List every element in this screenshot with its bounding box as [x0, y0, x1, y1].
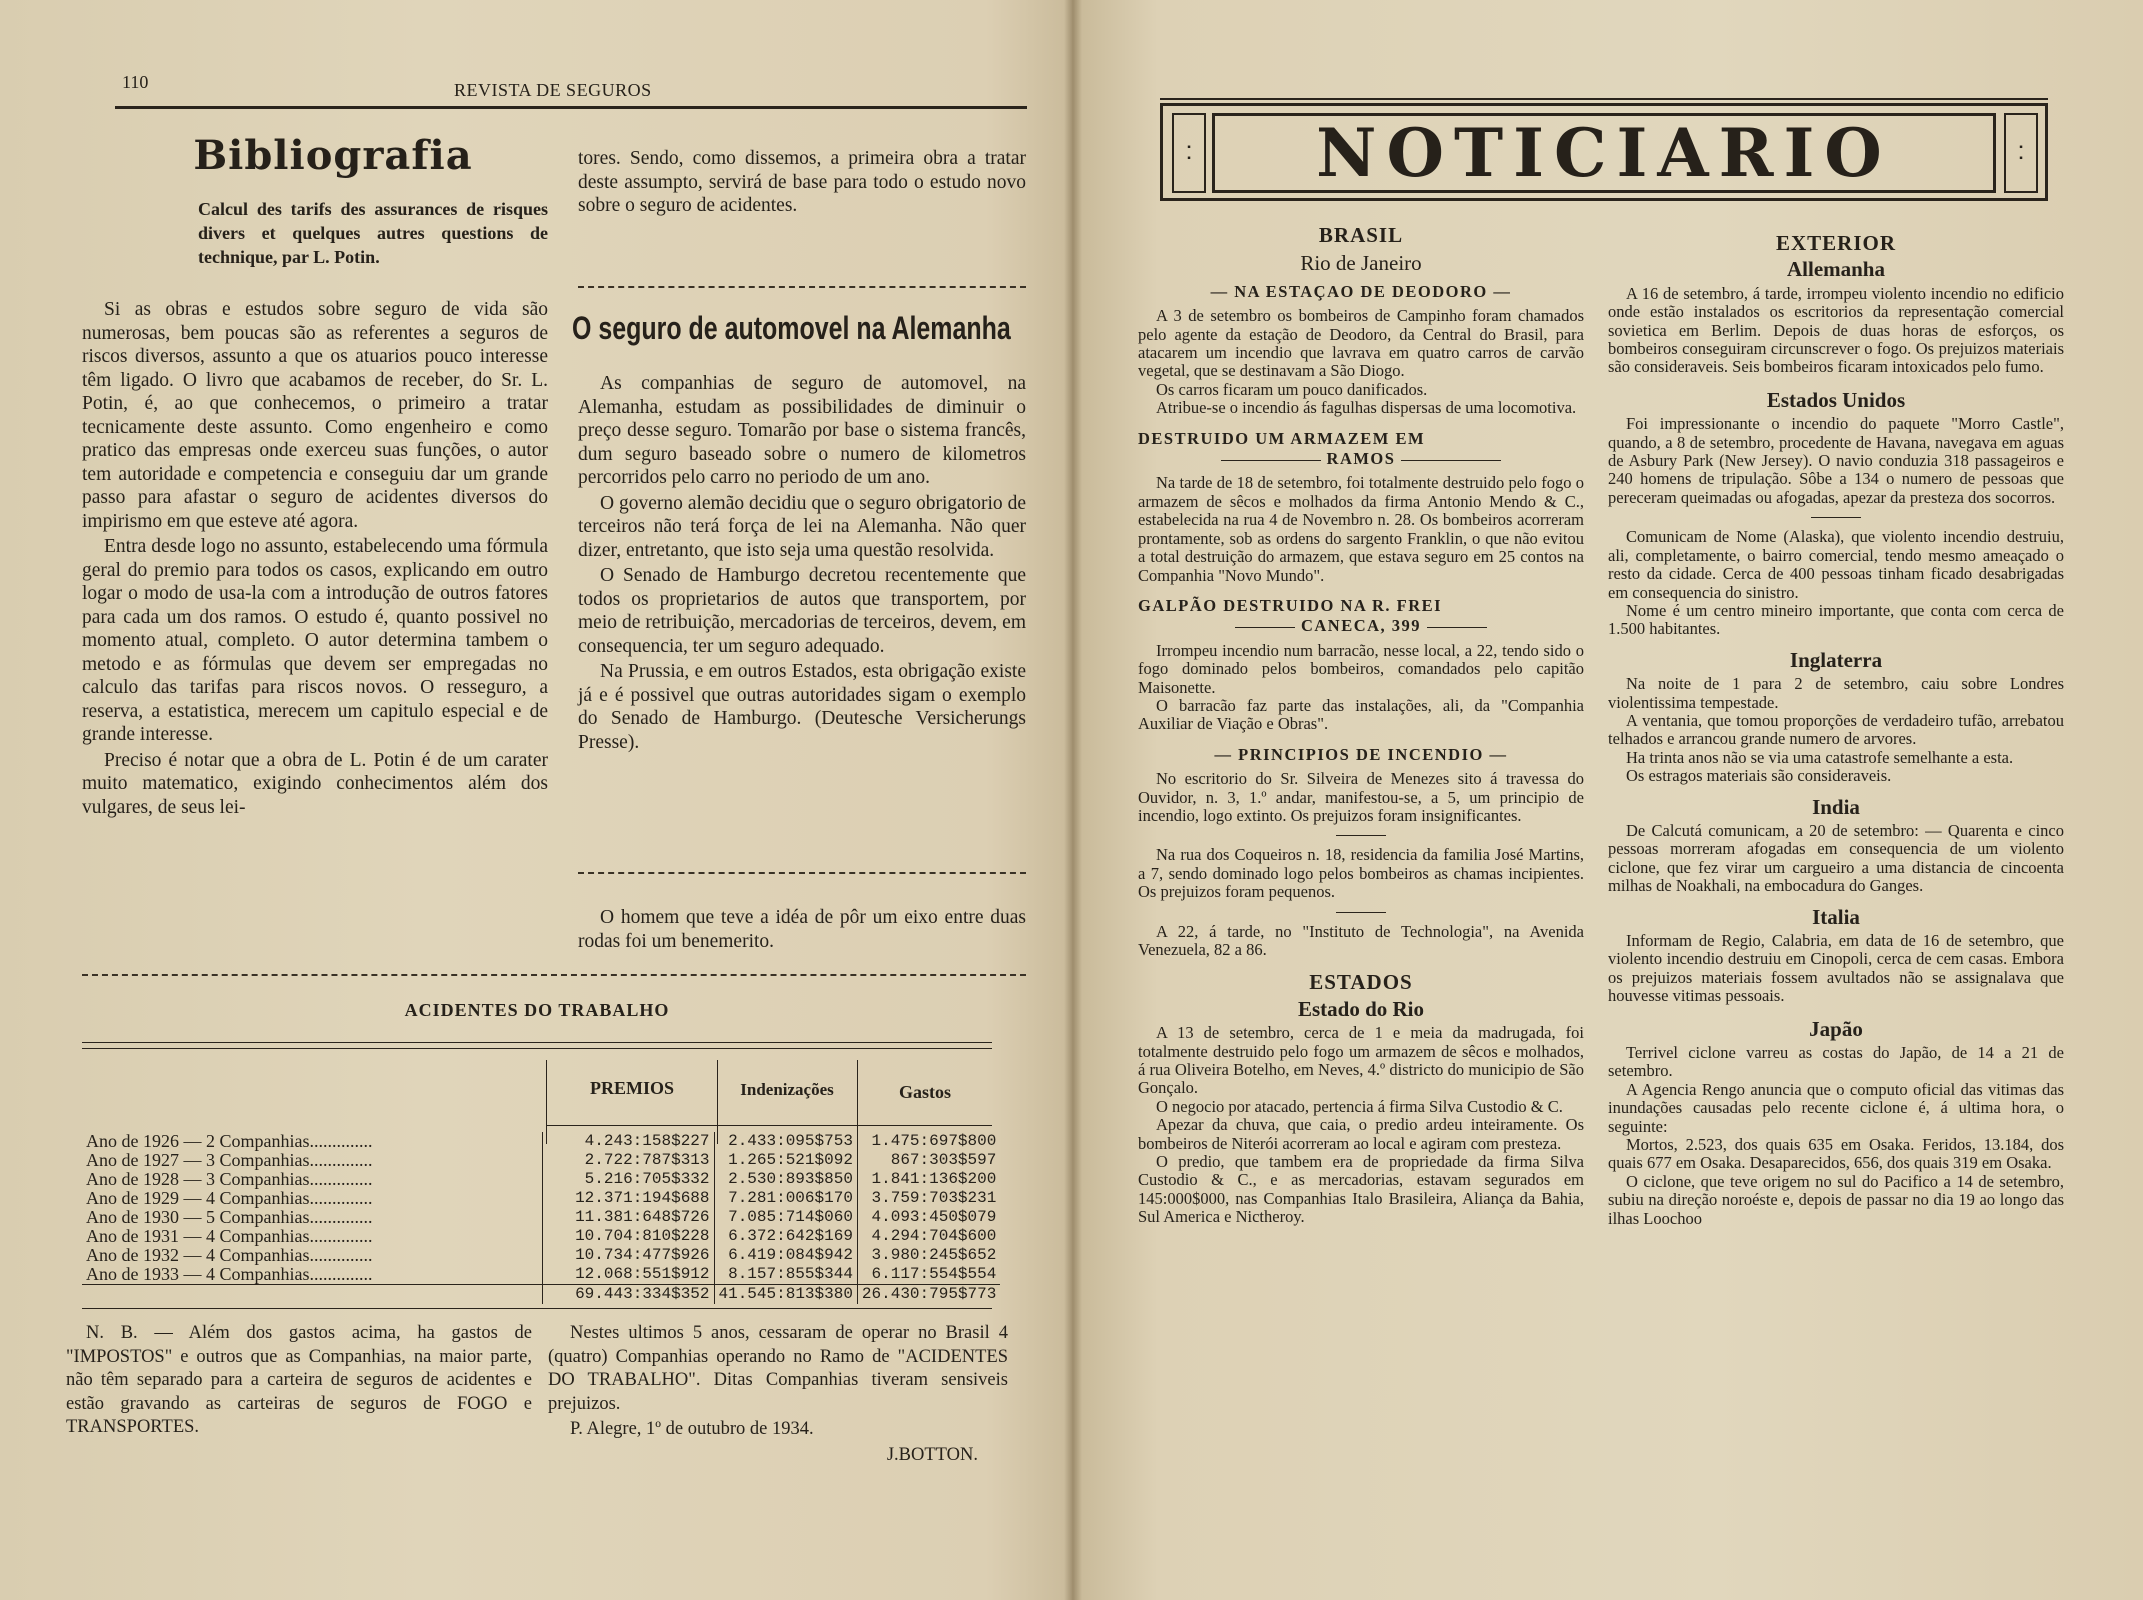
paragraph: Os carros ficaram um pouco danificados.	[1156, 379, 1428, 399]
table-row: Ano de 1931 — 4 Companhias.............. 10.704:810$228 6.372:642$169 4.294:704$600	[82, 1227, 1000, 1246]
exterior-column	[1608, 231, 2064, 1228]
header-rule	[115, 106, 1027, 109]
nb-note	[66, 1322, 532, 1442]
paragraph: Comunicam de Nome (Alaska), que violento incendio destruiu, ali, completamente, o bairro comercial, tendo mesmo ameaçado o resto da cidade. Cerca de 400 pessoas tinham ficado desabrigadas em consequencia do sinistro.	[1608, 527, 2064, 602]
separator	[82, 974, 1026, 976]
brasil-column	[1138, 223, 1584, 1227]
separator	[578, 872, 1026, 874]
paragraph: O ciclone, que teve origem no sul do Pacifico a 14 de setembro, subiu na direção noroéste e, depois de passar no dia 19 ao longo das ilhas Loochoo	[1608, 1171, 2064, 1228]
paragraph: Si as obras e estudos sobre seguro de vida são numerosas, bem poucas são as referentes a seguros de riscos diversos, assunto a que os atuarios pouco interesse têm ligado. O livro que acabamos de receber, do Sr. L. Potin, é, ao que conhecemos, o primeiro a tratar tecnicamente deste assunto. Como engenheiro e como pratico das empresas onde exerceu suas funções, o autor tem autoridade e competencia e conseguiu dar um grande passo para afastar o seguro de acidentes diversos do impirismo em que esteve até agora.	[82, 299, 548, 532]
noticiario-title: NOTICIARIO	[1212, 113, 1996, 193]
paragraph: Mortos, 2.523, dos quais 635 em Osaka. Feridos, 13.184, dos quais 677 em Osaka. Desaparecidos, 656, dos quais 319 em Osaka.	[1608, 1135, 2064, 1173]
article-title: O seguro de automovel na Alemanha	[572, 310, 1011, 346]
news-heading: — PRINCIPIOS DE INCENDIO —	[1214, 744, 1508, 764]
table-rule	[82, 1308, 992, 1309]
news-heading: RAMOS	[1138, 450, 1584, 468]
divider	[1811, 517, 1861, 518]
paragraph: Nestes ultimos 5 anos, cessaram de operar no Brasil 4 (quatro) Companhias operando no Ramo de "ACIDENTES DO TRABALHO". Ditas Companhias tiveram sensiveis prejuizos.	[548, 1323, 1008, 1414]
table-row: Ano de 1927 — 3 Companhias.............. 2.722:787$313 1.265:521$092 867:303$597	[82, 1151, 1000, 1170]
paragraph: O homem que teve a idéa de pôr um eixo entre duas rodas foi um benemerito.	[578, 907, 1026, 952]
paragraph: tores. Sendo, como dissemos, a primeira obra a tratar deste assumpto, servirá de base para todo o estudo novo sobre o seguro de acidentes.	[578, 148, 1026, 216]
paragraph: O governo alemão decidiu que o seguro obrigatorio de terceiros não terá força de lei na Alemanha. Não quer dizer, entretanto, que isto seja uma questão resolvida.	[578, 492, 1026, 561]
estados-heading: ESTADOS	[1309, 970, 1413, 995]
paragraph: As companhias de seguro de automovel, na Alemanha, estudam as possibilidades de diminuir o preço desse seguro. Tomarão por base o sistema francês, dum seguro baseado sobre o numero de kilometros percorridos pelo carro no periodo de um ano.	[578, 373, 1026, 488]
page-number: 110	[122, 72, 149, 92]
table-row: Ano de 1929 — 4 Companhias.............. 12.371:194$688 7.281:006$170 3.759:703$231	[82, 1189, 1000, 1208]
col-gastos: Gastos	[898, 1082, 951, 1102]
paragraph: Irrompeu incendio num barracão, nesse local, a 22, tendo sido o fogo dominado pelos bombeiros, comandados pelo capitão Maisonette.	[1138, 640, 1584, 697]
col-indenizacoes: Indenizações	[740, 1080, 834, 1099]
japao-heading: Japão	[1809, 1016, 1863, 1041]
alemanha-article	[572, 310, 1032, 367]
paragraph: Foi impressionante o incendio do paquete "Morro Castle", quando, a 8 de setembro, procedente de Havana, navegava em aguas de Asbury Park (New Jersey). O navio conduzia 318 passageiros e 240 homens de tripulação. Sôbe a 134 o numero de pessoas que pereceram queimadas ou afogadas, apezar da presteza dos socorros.	[1608, 414, 2064, 507]
news-heading: CANECA, 399	[1138, 617, 1584, 635]
ornament: ▪ ▪	[1172, 113, 1206, 193]
table-row: Ano de 1926 — 2 Companhias.............. 4.243:158$227 2.433:095$753 1.475:697$800	[82, 1132, 1000, 1151]
paragraph: A 13 de setembro, cerca de 1 e meia da madrugada, foi totalmente destruido pelo fogo um armazem de sêcos e molhados, á rua Oliveira Botelho, em Neves, 4.º districto do municipio de São Gonçalo.	[1138, 1023, 1584, 1098]
table-row: Ano de 1930 — 5 Companhias.............. 11.381:648$726 7.085:714$060 4.093:450$079	[82, 1208, 1000, 1227]
paragraph: Entra desde logo no assunto, estabelecendo uma fórmula geral do premio para todos os casos, explicando em outro logar o modo de usa-la com a introdução de outros fatores para cada um dos ramos. O estudo é, quanto possivel no momento atual, completo. O autor determina tambem o metodo e as fórmulas que devem ser empregadas no calculo das tarifas para riscos novos. O resseguro, a reserva, a estatistica, merecem um capitulo especial e de grande interesse.	[82, 536, 548, 745]
paragraph: A Agencia Rengo anuncia que o computo oficial das vitimas das inundações causadas pelo recente ciclone é, á ultima hora, o seguinte:	[1608, 1079, 2064, 1136]
paragraph: Informam de Regio, Calabria, em data de 16 de setembro, que violento incendio destruiu em Cinopoli, cerca de cem casas. Embora os prejuizos materiais fossem avultados não se assignalava que houvesse vitimas pessoais.	[1608, 931, 2064, 1006]
paragraph: O barracão faz parte das instalações, ali, da "Companhia Auxiliar de Viação e Obras".	[1138, 695, 1584, 734]
divider	[1336, 912, 1386, 913]
italia-heading: Italia	[1812, 904, 1860, 929]
bibliografia-section	[98, 132, 548, 291]
paragraph: O negocio por atacado, pertencia á firma Silva Custodio & C.	[1156, 1096, 1563, 1116]
paragraph: Ha trinta anos não se via uma catastrofe semelhante a esta.	[1626, 747, 2014, 767]
bibliografia-continuation	[578, 147, 1026, 220]
table-row: Ano de 1932 — 4 Companhias.............. 10.734:477$926 6.419:084$942 3.980:245$652	[82, 1246, 1000, 1265]
paragraph: Atribue-se o incendio ás fagulhas dispersas de uma locomotiva.	[1156, 398, 1577, 418]
separator	[578, 286, 1026, 288]
inglaterra-heading: Inglaterra	[1789, 647, 1883, 672]
exterior-heading: EXTERIOR	[1775, 231, 1897, 255]
paragraph: A 3 de setembro os bombeiros de Campinho foram chamados pelo agente da estação de Deodoro, da Central do Brasil, para atacarem um incendio que lavrava em quatro carros de carvão vegetal, que se destinavam a São Diogo.	[1138, 306, 1584, 381]
paragraph: Na Prussia, e em outros Estados, esta obrigação existe já e é possivel que outras autoridades sigam o exemplo do Senado de Hamburgo. (Deutesche Versicherungs Presse).	[578, 661, 1026, 753]
gutter	[1064, 0, 1082, 1600]
paragraph: O Senado de Hamburgo decretou recentemente que todos os proprietarios de autos que transportem, por meio de retribuição, mercadorias de terceiros, devem, em consequencia, ter um seguro adequado.	[578, 565, 1026, 657]
paragraph: Na noite de 1 para 2 de setembro, caiu sobre Londres violentissima tempestade.	[1608, 674, 2064, 712]
acidentes-title: ACIDENTES DO TRABALHO	[404, 1000, 670, 1020]
paragraph: Apezar da chuva, que caia, o predio ardeu inteiramente. Os bombeiros de Niterói acorreram ao local e agiram com presteza.	[1138, 1115, 1584, 1153]
brasil-heading: BRASIL	[1318, 223, 1404, 247]
running-head: REVISTA DE SEGUROS	[454, 80, 652, 100]
allemanha-heading: Allemanha	[1786, 257, 1885, 282]
paragraph: Os estragos materiais são consideraveis.	[1626, 766, 1892, 786]
signature: J.BOTTON.	[886, 1444, 978, 1465]
paragraph: No escritorio do Sr. Silveira de Menezes sito á travessa do Ouvidor, n. 3, 1.º andar, manifestou-se, a 5, um principio de incendio, logo extinto. Os prejuizos foram insignificantes.	[1138, 769, 1584, 825]
acidentes-note	[548, 1322, 1008, 1467]
paragraph: Nome é um centro mineiro importante, que conta com cerca de 1.500 habitantes.	[1608, 600, 2064, 639]
place-date: P. Alegre, 1º de outubro de 1934.	[570, 1419, 814, 1439]
estado-rio-heading: Estado do Rio	[1297, 996, 1425, 1021]
paragraph: Preciso é notar que a obra de L. Potin é de um carater muito matematico, exigindo conhecimentos além dos vulgares, de seus lei-	[82, 749, 548, 818]
top-rule	[1160, 98, 2048, 100]
col-premios: PREMIOS	[589, 1078, 674, 1098]
paragraph: Na rua dos Coqueiros n. 18, residencia da familia José Martins, a 7, sendo dominado logo pelos bombeiros as chamas incipientes. Os prejuizos foram pequenos.	[1138, 845, 1584, 902]
paragraph: Terrivel ciclone varreu as costas do Japão, de 14 a 21 de setembro.	[1608, 1043, 2064, 1081]
table-rule	[82, 1048, 992, 1049]
bibliografia-body	[82, 298, 548, 821]
paragraph: Na tarde de 18 de setembro, foi totalmente destruido pelo fogo o armazem de sêcos e molhados da firma Antonio Mendo & C., estabelecida na rua 4 de Novembro n. 28. Os bombeiros acorreram prontamente, sob as ordens do sargento Franklin, o que não evitou a total destruição do armazem, que estava seguro em 25 contos na Companhia "Novo Mundo".	[1138, 473, 1584, 585]
alemanha-body	[578, 372, 1026, 756]
bibliografia-title: Bibliografia	[193, 132, 473, 179]
paragraph: A 22, á tarde, no "Instituto de Technologia", na Avenida Venezuela, 82 a 86.	[1138, 921, 1584, 959]
divider	[1336, 835, 1386, 836]
table-total-row: 69.443:334$352 41.545:813$380 26.430:795$773	[82, 1285, 1000, 1305]
rio-heading: Rio de Janeiro	[1300, 251, 1422, 276]
table-row: Ano de 1928 — 3 Companhias.............. 5.216:705$332 2.530:893$850 1.841:136$200	[82, 1170, 1000, 1189]
paragraph: A 16 de setembro, á tarde, irrompeu violento incendio no edificio onde estão instalados os escritorios da representação comercial sovietica em Berlim. Depois de duas horas de esforços, os bombeiros conseguiram circunscrever o fogo. Os prejuizos materiais são consideraveis. Seis bombeiros ficaram intoxicados pelo fumo.	[1608, 283, 2064, 377]
table-row: Ano de 1933 — 4 Companhias.............. 12.068:551$912 8.157:855$344 6.117:554$554	[82, 1265, 1000, 1285]
eua-heading: Estados Unidos	[1766, 387, 1906, 412]
ornament: ▪ ▪	[2004, 113, 2038, 193]
paragraph: A ventania, que tomou proporções de verdadeiro tufão, arrebatou telhados e arrancou grande numero de arvores.	[1608, 710, 2064, 749]
news-heading: — NA ESTAÇAO DE DEODORO —	[1210, 281, 1512, 301]
acidentes-table	[82, 1132, 1000, 1304]
news-heading: DESTRUIDO UM ARMAZEM EM	[1138, 428, 1426, 448]
paragraph: De Calcutá comunicam, a 20 de setembro: — Quarenta e cinco pessoas morreram afogadas em consequencia de um violento ciclone, que fez virar um cargueiro a uma distancia de cincoenta milhas de Noakhali, na embocadura do Ganges.	[1608, 820, 2064, 896]
paragraph: N. B. — Além dos gastos acima, ha gastos de "IMPOSTOS" e outros que as Companhias, na maior parte, não têm separado para a carteira de seguros de acidentes e estão gravando as carteiras de seguros de FOGO e TRANSPORTES.	[66, 1323, 532, 1437]
table-rule	[82, 1042, 992, 1043]
news-heading: GALPÃO DESTRUIDO NA R. FREI	[1138, 595, 1443, 615]
india-heading: India	[1812, 794, 1860, 819]
paragraph: O predio, que tambem era de propriedade da firma Silva Custodio & C., e as mercadorias, estavam segurados em 145:000$000, nas Companhias Italo Brasileira, Aliança da Bahia, Sul America e Nictheroy.	[1138, 1152, 1584, 1227]
homem-eixo	[578, 906, 1026, 955]
table-rule	[546, 1125, 992, 1126]
book-reference: Calcul des tarifs des assurances de risques divers et quelques autres questions de technique, par L. Potin.	[198, 199, 548, 267]
